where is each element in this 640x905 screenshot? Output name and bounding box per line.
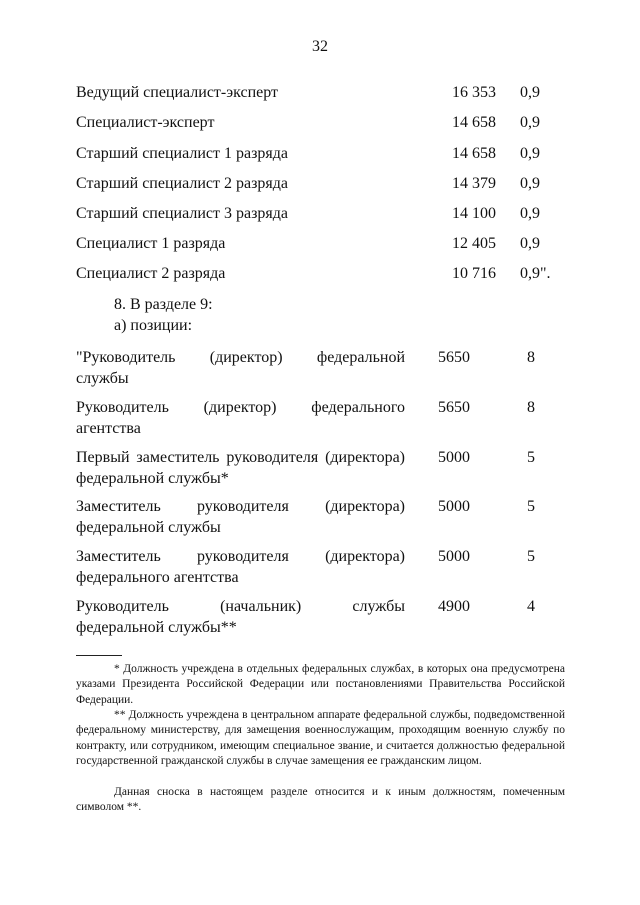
position-name-line2: федерального агентства: [76, 569, 239, 586]
coefficient-value: 0,9: [520, 84, 540, 101]
position-name: Старший специалист 1 разряда: [76, 145, 288, 162]
table-row: [76, 145, 576, 167]
section-heading: 8. В разделе 9:: [114, 296, 213, 313]
position-name: Специалист 2 разряда: [76, 265, 226, 282]
footnote: * Должность учреждена в отдельных федеральных службах, в которых она предусмотрена указами Президента Российской Федерации или постановлениями Правительства Российской Федерации.: [76, 663, 565, 706]
position-name-line2: службы: [76, 370, 129, 387]
position-name: Старший специалист 2 разряда: [76, 175, 288, 192]
position-name-line1: Заместитель руководителя (директора): [76, 548, 405, 565]
table-row: [76, 235, 576, 257]
table-row: [76, 205, 576, 227]
salary-value: 12 405: [452, 235, 496, 252]
table-row: [76, 114, 576, 136]
position-name-line2: агентства: [76, 420, 141, 437]
salary-value: 16 353: [452, 84, 496, 101]
position-name: [76, 447, 405, 489]
position-name: [76, 347, 405, 389]
position-name-line1: "Руководитель (директор) федеральной: [76, 349, 405, 366]
position-name-line1: Первый заместитель руководителя (директора): [76, 449, 405, 466]
salary-value: 4900: [438, 598, 470, 615]
salary-value: 14 100: [452, 205, 496, 222]
table-row: [76, 175, 576, 197]
salary-value: 5000: [438, 548, 470, 565]
footnote: ** Должность учреждена в центральном аппарате федеральной службы, подведомственной федеральному министерству, для замещения военнослужащим, проходящим военную службу по контракту, или сотрудником, имеющим специальное звание, и считается должностью федеральной государственной гражданской службы в случае замещения ее гражданским лицом.: [76, 709, 565, 767]
footnote: Данная сноска в настоящем разделе относится и к иным должностям, помеченным символом **.: [76, 786, 565, 814]
coefficient-value: 0,9: [520, 205, 540, 222]
coefficient-value: 0,9: [520, 114, 540, 131]
subsection-heading: а) позиции:: [114, 317, 193, 334]
salary-value: 14 658: [452, 114, 496, 131]
position-name: [76, 546, 405, 588]
coefficient-value: 0,9: [520, 175, 540, 192]
coefficient-value: 5: [527, 498, 535, 515]
position-name: Специалист 1 разряда: [76, 235, 226, 252]
coefficient-value: 0,9".: [520, 265, 551, 282]
position-name-line1: Руководитель (начальник) службы: [76, 598, 405, 615]
salary-value: 5000: [438, 449, 470, 466]
position-name-line1: Заместитель руководителя (директора): [76, 498, 405, 515]
position-name: Ведущий специалист-эксперт: [76, 84, 279, 101]
salary-value: 5000: [438, 498, 470, 515]
footnote-divider: [76, 655, 122, 656]
table-row: [76, 265, 576, 287]
position-name-line1: Руководитель (директор) федерального: [76, 399, 405, 416]
page-number: 32: [312, 38, 328, 55]
position-name-line2: федеральной службы: [76, 519, 221, 536]
position-name: [76, 397, 405, 439]
salary-value: 14 379: [452, 175, 496, 192]
position-name: Специалист-эксперт: [76, 114, 215, 131]
position-name: [76, 596, 405, 638]
position-name: Старший специалист 3 разряда: [76, 205, 288, 222]
coefficient-value: 0,9: [520, 145, 540, 162]
coefficient-value: 0,9: [520, 235, 540, 252]
coefficient-value: 5: [527, 449, 535, 466]
salary-value: 5650: [438, 399, 470, 416]
salary-value: 14 658: [452, 145, 496, 162]
salary-value: 10 716: [452, 265, 496, 282]
coefficient-value: 8: [527, 349, 535, 366]
coefficient-value: 8: [527, 399, 535, 416]
position-name-line2: федеральной службы*: [76, 470, 229, 487]
coefficient-value: 5: [527, 548, 535, 565]
coefficient-value: 4: [527, 598, 535, 615]
table-row: [76, 84, 576, 106]
salary-value: 5650: [438, 349, 470, 366]
position-name-line2: федеральной службы**: [76, 619, 237, 636]
position-name: [76, 496, 405, 538]
